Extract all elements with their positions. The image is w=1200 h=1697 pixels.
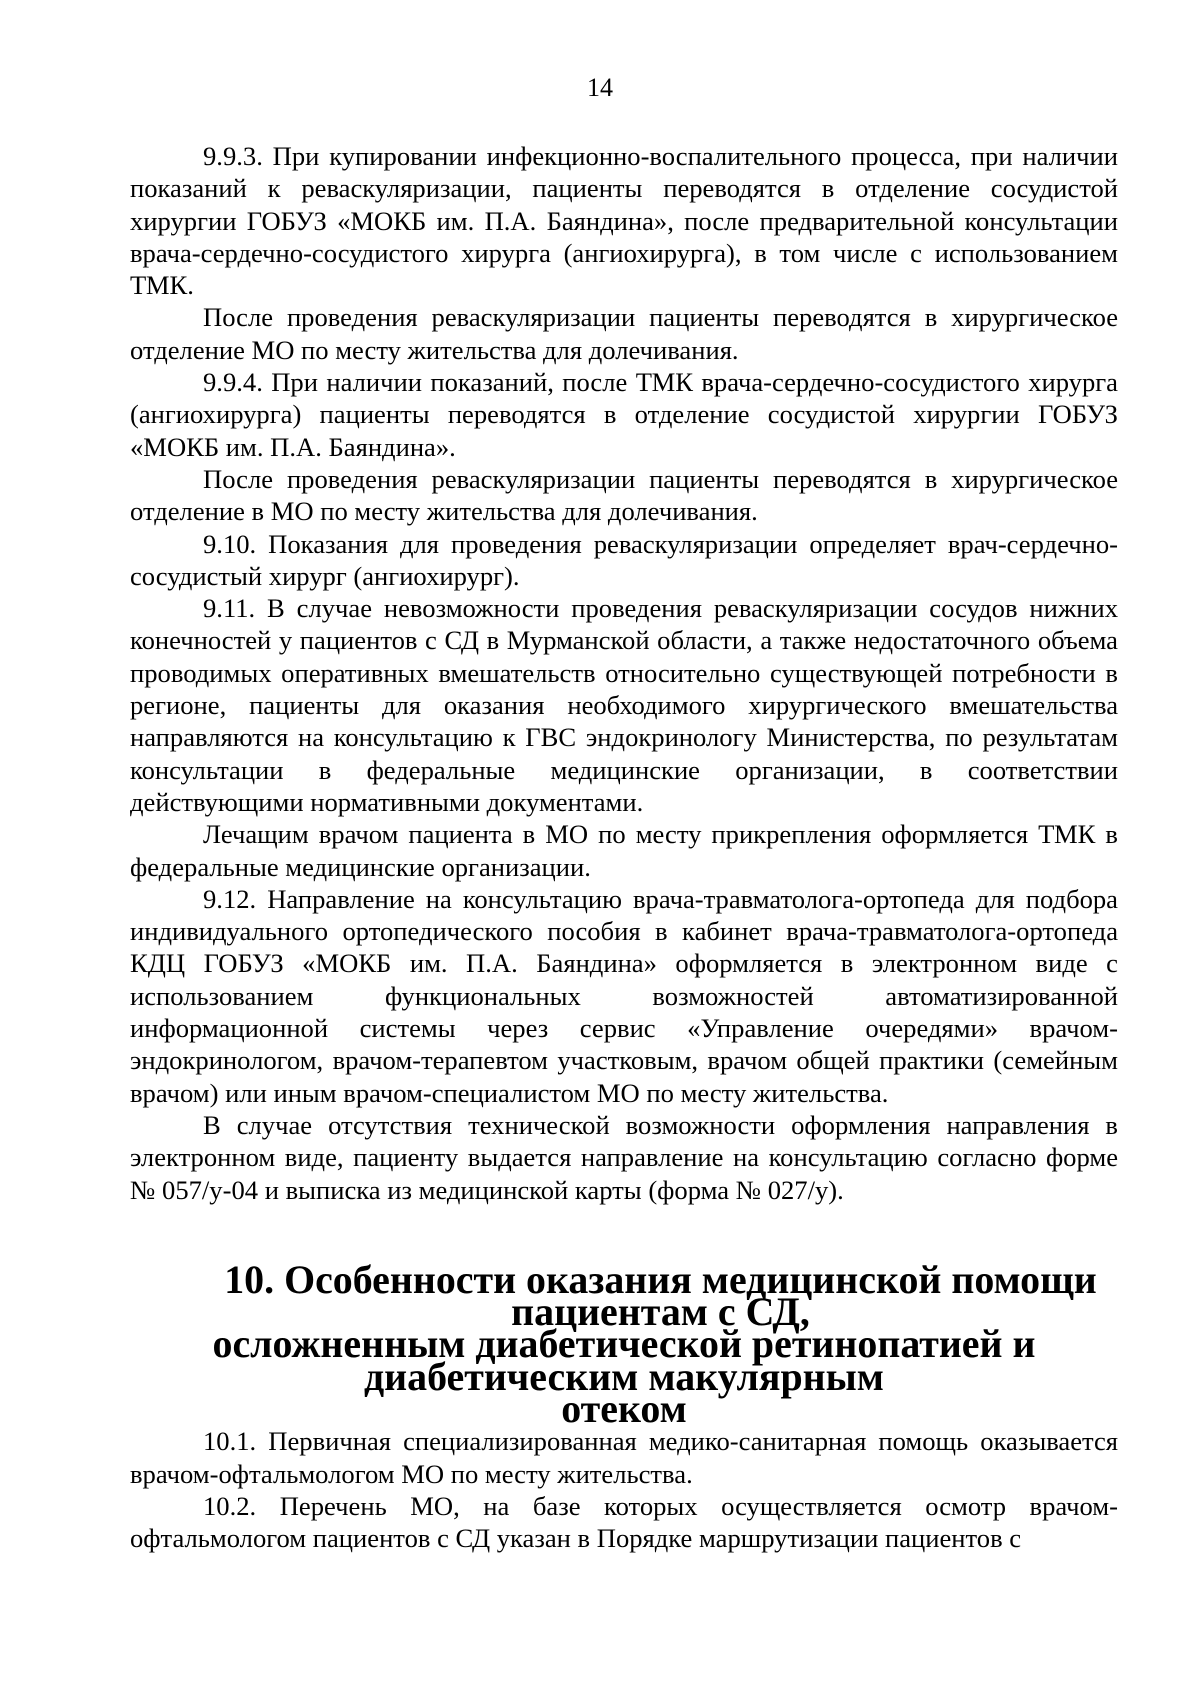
paragraph-9-9-4: 9.9.4. При наличии показаний, после ТМК врача-сердечно-сосудистого хирурга (ангиохирурга) пациенты переводятся в отделение сосудистой хирургии ГОБУЗ «МОКБ им. П.А. Баяндина». <box>130 367 1118 462</box>
paragraph-10-1: 10.1. Первичная специализированная медико-санитарная помощь оказывается врачом-офтальмологом МО по месту жительства. <box>130 1426 1118 1489</box>
paragraph-attending-physician: Лечащим врачом пациента в МО по месту прикрепления оформляется ТМК в федеральные медицинские организации. <box>130 819 1118 882</box>
section-10-heading <box>130 1256 1118 1431</box>
paragraph-9-9-3: 9.9.3. При купировании инфекционно-воспалительного процесса, при наличии показаний к реваскуляризации, пациенты переводятся в отделение сосудистой хирургии ГОБУЗ «МОКБ им. П.А. Баяндина», после предварительной консультации врача-сердечно-сосудистого хирурга (ангиохирурга), в том числе с использованием ТМК. <box>130 141 1118 301</box>
section-heading-line: отеком <box>561 1385 687 1431</box>
paragraph-9-12: 9.12. Направление на консультацию врача-травматолога-ортопеда для подбора индивидуального ортопедического пособия в кабинет врача-травматолога-ортопеда КДЦ ГОБУЗ «МОКБ им. П.А. Баяндина» оформляется в электронном виде с использованием функциональных возможностей автоматизированной информационной системы через сервис «Управление очередями» врачом- эндокринологом, врачом-терапевтом участковым, врачом общей практики (семейным врачом) или иным врачом-специалистом МО по месту жительства. <box>130 883 1118 1108</box>
document-body <box>130 140 1118 1554</box>
paragraph-9-11: 9.11. В случае невозможности проведения реваскуляризации сосудов нижних конечностей у пациентов с СД в Мурманской области, а также недостаточного объема проводимых оперативных вмешательств относительно существующей потребности в регионе, пациенты для оказания необходимого хирургического вмешательства направляются на консультацию к ГВС эндокринологу Министерства, по результатам консультации в федеральные медицинские организации, в соответствии действующими нормативными документами. <box>130 593 1118 817</box>
section-heading-line: осложненным диабетической ретинопатией и диабетическим макулярным <box>212 1321 1036 1399</box>
paragraph-9-10: 9.10. Показания для проведения реваскуляризации определяет врач-сердечно-сосудистый хирург (ангиохирург). <box>130 528 1118 591</box>
paragraph-after-revascularization-2: После проведения реваскуляризации пациенты переводятся в хирургическое отделение в МО по месту жительства для долечивания. <box>130 463 1118 527</box>
paragraph-after-revascularization-1: После проведения реваскуляризации пациенты переводятся в хирургическое отделение МО по месту жительства для долечивания. <box>130 302 1118 365</box>
paragraph-no-technical-possibility: В случае отсутствия технической возможности оформления направления в электронном виде, пациенту выдается направление на консультацию согласно форме № 057/у-04 и выписка из медицинской карты (форма № 027/у). <box>130 1109 1118 1205</box>
paragraph-10-2: 10.2. Перечень МО, на базе которых осуществляется осмотр врачом-офтальмологом пациентов с СД указан в Порядке маршрутизации пациентов с <box>130 1490 1118 1554</box>
page-number: 14 <box>587 73 613 102</box>
section-heading-line: 10. Особенности оказания медицинской помощи пациентам с СД, <box>224 1256 1097 1335</box>
